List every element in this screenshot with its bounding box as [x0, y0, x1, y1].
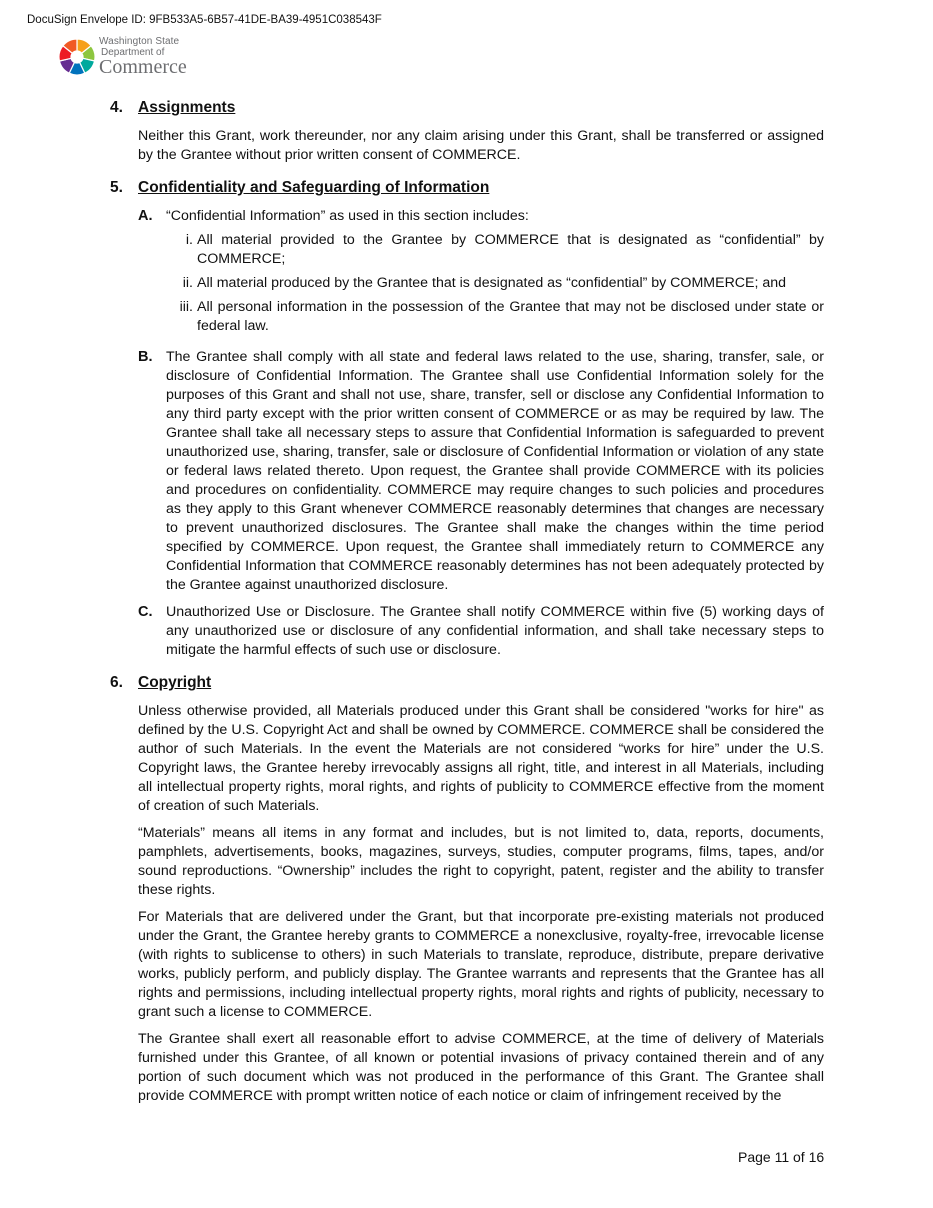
- list-item-number: i.: [185, 232, 193, 248]
- section-5-heading: [110, 178, 824, 198]
- commerce-logo-icon: [57, 37, 97, 77]
- section-5a-label: A.: [138, 208, 153, 224]
- list-item: [166, 231, 824, 269]
- logo-line-2: Department of: [101, 47, 165, 58]
- section-4-body: Neither this Grant, work thereunder, nor any claim arising under this Grant, shall be transferred or assigned by the Grantee without prior written consent of COMMERCE.: [138, 128, 824, 163]
- section-5a-text: “Confidential Information” as used in this section includes:: [166, 208, 529, 224]
- section-6-paragraph: The Grantee shall exert all reasonable effort to advise COMMERCE, at the time of delivery of Materials furnished under this Grantee, of all known or potential invasions of privacy contained therein and of any portion of such document which was not produced in the performance of this Grant. The Grantee shall provide COMMERCE with prompt written notice of each notice or claim of infringement received by the: [138, 1031, 824, 1104]
- docusign-envelope-id: DocuSign Envelope ID: 9FB533A5-6B57-41DE-BA39-4951C038543F: [27, 14, 382, 26]
- list-item-text: All material produced by the Grantee that is designated as “confidential” by COMMERCE; and: [197, 275, 787, 291]
- section-5b-label: B.: [138, 349, 153, 365]
- section-5c-label: C.: [138, 604, 153, 620]
- section-4-title: Assignments: [138, 99, 236, 116]
- list-item-text: All personal information in the possession of the Grantee that may not be disclosed under state or federal law.: [197, 299, 824, 334]
- section-5a: [138, 207, 824, 340]
- section-5c-text: Unauthorized Use or Disclosure. The Grantee shall notify COMMERCE within five (5) working days of any unauthorized use or disclosure of any confidential information, and shall take necessary steps to mitigate the harmful effects of such use or disclosure.: [166, 604, 824, 658]
- list-item-number: iii.: [179, 299, 193, 315]
- list-item: [166, 298, 824, 336]
- section-6-paragraph: “Materials” means all items in any format and includes, but is not limited to, data, reports, documents, pamphlets, advertisements, books, magazines, surveys, studies, computer programs, films, tapes, and/or sound reproductions. “Ownership” includes the right to copyright, patent, register and the ability to transfer these rights.: [138, 825, 824, 898]
- section-5-number: 5.: [110, 179, 123, 196]
- list-item-text: All material provided to the Grantee by COMMERCE that is designated as “confidential” by COMMERCE;: [197, 232, 824, 267]
- section-6-number: 6.: [110, 674, 123, 691]
- section-4-heading: [110, 98, 824, 118]
- list-item: [166, 274, 824, 293]
- section-6-paragraph: For Materials that are delivered under the Grant, but that incorporate pre-existing materials not produced under the Grant, the Grantee hereby grants to COMMERCE a nonexclusive, royalty-free, irrevocable license (with rights to sublicense to others) in such Materials to translate, reproduce, distribute, prepare derivative works, publicly perform, and publicly display. The Grantee warrants and represents that the Grantee has all rights and permissions, including intellectual property rights, moral rights and rights of publicity, necessary to grant such a license to COMMERCE.: [138, 909, 824, 1020]
- section-5-title: Confidentiality and Safeguarding of Information: [138, 179, 490, 196]
- list-item-number: ii.: [182, 275, 193, 291]
- logo-line-3: Commerce: [99, 56, 187, 78]
- section-6-heading: [110, 673, 824, 693]
- section-5b-text: The Grantee shall comply with all state and federal laws related to the use, sharing, transfer, sale, or disclosure of Confidential Information. The Grantee shall use Confidential Information solely for the purposes of this Grant and shall not use, share, transfer, sell or disclose any Confidential Information to any third party except with the prior written consent of COMMERCE or as may be required by law. The Grantee shall take all necessary steps to assure that Confidential Information is safeguarded to prevent unauthorized use, sharing, transfer, sale or disclosure of Confidential Information or violation of any state or federal laws related thereto. Upon request, the Grantee shall provide COMMERCE with its policies and procedures on confidentiality. COMMERCE may require changes to such policies and procedures as they apply to this Grant whenever COMMERCE reasonably determines that changes are necessary to prevent unauthorized disclosures. The Grantee shall make the changes within the time period specified by COMMERCE. Upon request, the Grantee shall immediately return to COMMERCE any Confidential Information that COMMERCE reasonably determines has not been adequately protected by the Grantee against unauthorized disclosure.: [166, 349, 824, 593]
- section-6-title: Copyright: [138, 674, 212, 691]
- section-5b: [138, 348, 824, 595]
- section-6-paragraph: Unless otherwise provided, all Materials produced under this Grant shall be considered "works for hire" as defined by the U.S. Copyright Act and shall be owned by COMMERCE. COMMERCE shall be considered the author of such Materials. In the event the Materials are not considered “works for hire” under the U.S. Copyright laws, the Grantee hereby irrevocably assigns all right, title, and interest in all Materials, including all intellectual property rights, moral rights, and rights of publicity to COMMERCE effective from the moment of creation of such Materials.: [138, 703, 824, 814]
- document-body: [110, 98, 824, 1114]
- section-4-number: 4.: [110, 99, 123, 116]
- page-number: Page 11 of 16: [738, 1149, 825, 1165]
- commerce-logo: [57, 37, 197, 79]
- logo-line-1: Washington State: [99, 36, 180, 47]
- section-5c: [138, 603, 824, 660]
